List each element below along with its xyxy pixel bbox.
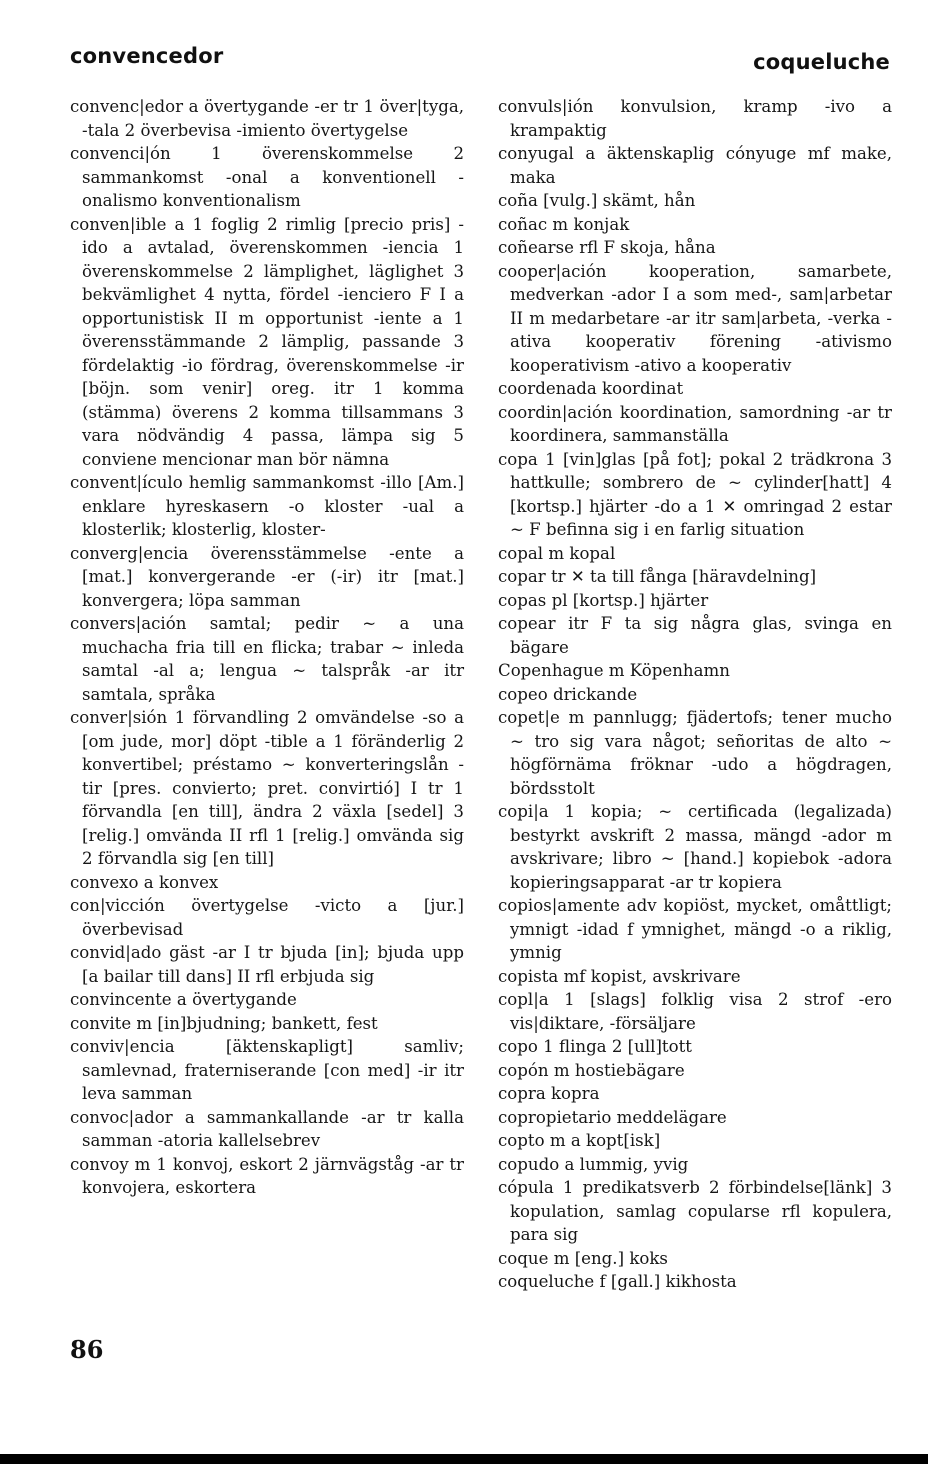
dictionary-entry: convoc|ador a sammankallande -ar tr kalla samman -atoria kallelsebrev: [70, 1107, 464, 1150]
dictionary-entry: copa 1 [vin]glas [på fot]; pokal 2 trädkrona 3 hattkulle; sombrero de ~ cylinder[hatt] 4 [kortsp.] hjärter -do a 1 ✕ omringad 2 estar ~ F befinna sig i en farlig situation: [498, 449, 892, 539]
dictionary-entry: coñearse rfl F skoja, håna: [498, 238, 716, 257]
dictionary-entry: coordin|ación koordination, samordning -ar tr koordinera, sammanställa: [498, 402, 892, 445]
page-number: 86: [70, 1335, 104, 1364]
dictionary-entry: convincente a övertygande: [70, 990, 297, 1009]
running-header-right: coqueluche: [753, 50, 890, 74]
dictionary-entry: copal m kopal: [498, 543, 616, 563]
dictionary-entry: conver|sión 1 förvandling 2 omvändelse -so a [om jude, mor] döpt -tible a 1 föränderlig 2 konvertibel; préstamo ~ konverteringslån -tir [pres. convierto; pret. convirtió] I tr 1 förvandla [en till], ändra 2 växla [sedel] 3 [relig.] omvända II rfl 1 [relig.] omvända sig 2 förvandla sig [en till]: [70, 708, 464, 868]
dictionary-entry: con|vicción övertygelse -victo a [jur.] överbevisad: [70, 896, 464, 939]
right-column: [498, 95, 892, 1294]
running-header-left: convencedor: [70, 44, 224, 68]
dictionary-entry: convoy m 1 konvoj, eskort 2 järnvägståg -ar tr konvojera, eskortera: [70, 1154, 464, 1197]
dictionary-entry: Copenhague m Köpenhamn: [498, 661, 730, 680]
dictionary-entry: convent|ículo hemlig sammankomst -illo [Am.] enklare hyreskasern -o kloster -ual a klosterlik; klosterlig, kloster-: [70, 473, 464, 539]
dictionary-entry: convuls|ión konvulsion, kramp -ivo a krampaktig: [498, 97, 892, 140]
dictionary-entry: coña [vulg.] skämt, hån: [498, 191, 696, 210]
dictionary-entry: conven|ible a 1 foglig 2 rimlig [precio pris] -ido a avtalad, överenskommen -iencia 1 överenskommelse 2 lämplighet, läglighet 3 bekvämlighet 4 nytta, fördel -ienciero F I a opportunistisk II m opportunist -iente a 1 överensstämmande 2 lämplig, passande 3 fördelaktig -io fördrag, överenskommelse -ir [böjn. som venir] oreg. itr 1 komma (stämma) överens 2 komma tillsammans 3 vara nödvändig 4 passa, lämpa sig 5 conviene mencionar man bör nämna: [70, 214, 464, 469]
dictionary-entry: cooper|ación kooperation, samarbete, medverkan -ador I a som med-, sam|arbetar II m medarbetare -ar itr sam|arbeta, -verka -ativa kooperativ förening -ativismo kooperativism -ativo a kooperativ: [498, 261, 892, 375]
dictionary-entry: cópula 1 predikatsverb 2 förbindelse[länk] 3 kopulation, samlag copularse rfl kopulera, para sig: [498, 1178, 892, 1244]
dictionary-entry: copista mf kopist, avskrivare: [498, 966, 741, 986]
dictionary-entry: copra kopra: [498, 1084, 600, 1103]
dictionary-entry: copeo drickande: [498, 684, 638, 704]
dictionary-entry: convexo a konvex: [70, 872, 219, 892]
dictionary-entry: coñac m konjak: [498, 214, 630, 234]
dictionary-entry: copas pl [kortsp.] hjärter: [498, 590, 709, 610]
dictionary-entry: copear itr F ta sig några glas, svinga en bägare: [498, 614, 892, 657]
dictionary-entry: copi|a 1 kopia; ~ certificada (legalizada) bestyrkt avskrift 2 massa, mängd -ador m avskrivare; libro ~ [hand.] kopiebok -adora kopieringsapparat -ar tr kopiera: [498, 802, 892, 892]
scan-bottom-edge: [0, 1454, 928, 1464]
dictionary-entry: convid|ado gäst -ar I tr bjuda [in]; bjuda upp [a bailar till dans] II rfl erbjuda sig: [70, 943, 464, 986]
dictionary-entry: copudo a lummig, yvig: [498, 1154, 689, 1174]
dictionary-entry: coqueluche f [gall.] kikhosta: [498, 1272, 737, 1291]
dictionary-entry: convite m [in]bjudning; bankett, fest: [70, 1013, 378, 1033]
dictionary-entry: copón m hostiebägare: [498, 1060, 685, 1080]
dictionary-entry: copios|amente adv kopiöst, mycket, omåttligt; ymnigt -idad f ymnighet, mängd -o a riklig, ymnig: [498, 896, 892, 962]
dictionary-entry: conyugal a äktenskaplig cónyuge mf make, maka: [498, 144, 892, 187]
dictionary-entry: copropietario meddelägare: [498, 1107, 727, 1127]
dictionary-entry: coordenada koordinat: [498, 379, 684, 398]
dictionary-entry: coque m [eng.] koks: [498, 1248, 668, 1268]
dictionary-entry: copo 1 flinga 2 [ull]tott: [498, 1037, 692, 1056]
dictionary-entry: convers|ación samtal; pedir ~ a una muchacha fria till en flicka; trabar ~ inleda samtal -al a; lengua ~ talspråk -ar itr samtala, språka: [70, 614, 464, 704]
dictionary-entry: copar tr ✕ ta till fånga [häravdelning]: [498, 567, 817, 586]
dictionary-entry: converg|encia överensstämmelse -ente a [mat.] konvergerande -er (-ir) itr [mat.] konvergera; löpa samman: [70, 543, 464, 610]
dictionary-entry: convenc|edor a övertygande -er tr 1 över|tyga, -tala 2 överbevisa -imiento övertygelse: [70, 97, 464, 140]
dictionary-entry: convenci|ón 1 överenskommelse 2 sammankomst -onal a konventionell -onalismo konventionalism: [70, 144, 464, 210]
left-column: [70, 95, 464, 1200]
dictionary-entry: conviv|encia [äktenskapligt] samliv; samlevnad, fraterniserande [con med] -ir itr leva samman: [70, 1037, 464, 1103]
dictionary-entry: copto m a kopt[isk]: [498, 1131, 661, 1150]
dictionary-entry: copet|e m pannlugg; fjädertofs; tener mucho ~ tro sig vara något; señoritas de alto ~ högförnäma fröknar -udo a högdragen, bördsstolt: [498, 708, 892, 798]
dictionary-entry: copl|a 1 [slags] folklig visa 2 strof -ero vis|diktare, -försäljare: [498, 990, 892, 1033]
